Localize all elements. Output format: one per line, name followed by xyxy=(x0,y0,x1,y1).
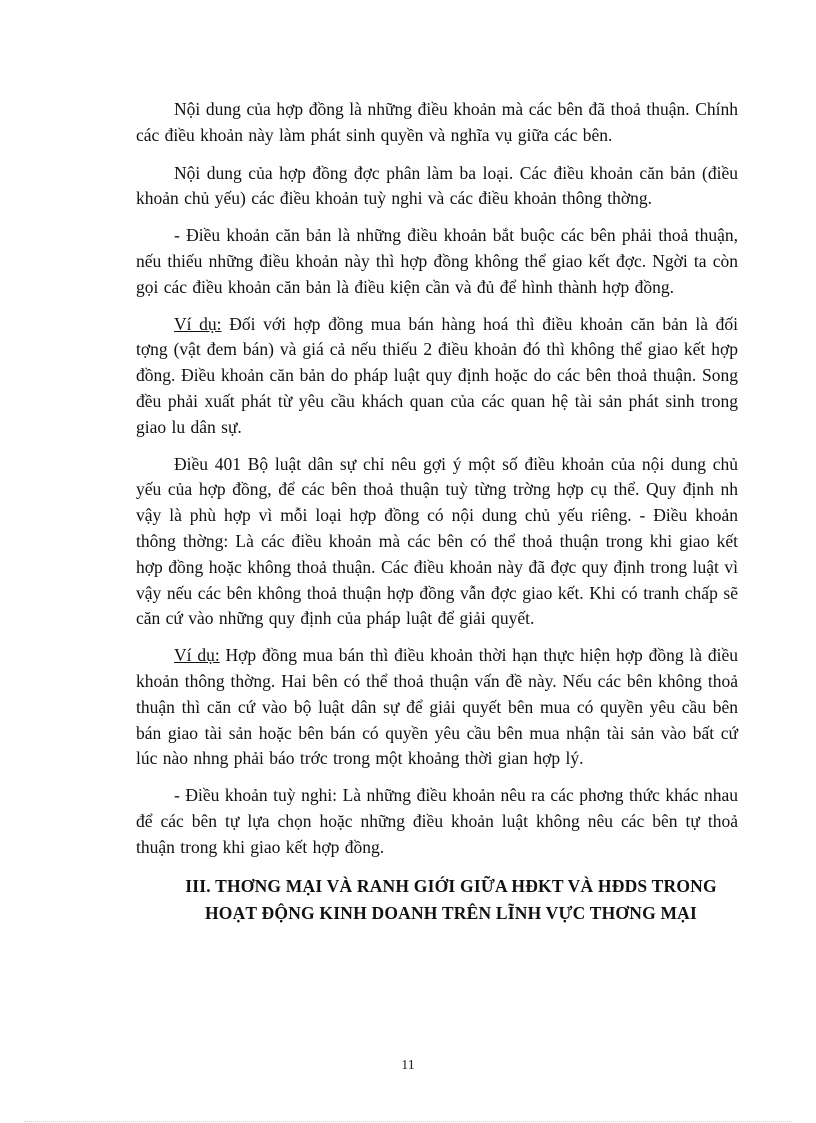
paragraph-3 xyxy=(136,223,738,300)
paragraph-4-text: Đối với hợp đồng mua bán hàng hoá thì điều khoản căn bản là đối tợng (vật đem bán) và giá cả nếu thiếu 2 điều khoản đó thì không thể giao kết hợp đồng. Điều khoản căn bản do pháp luật quy định hoặc do các bên thoả thuận. Song đều phải xuất phát từ yêu cầu khách quan của các quan hệ tài sản phát sinh trong giao lu dân sự. xyxy=(136,313,738,437)
example-label-2: Ví dụ: xyxy=(174,645,220,666)
paragraph-7 xyxy=(136,783,738,860)
page-number: 11 xyxy=(401,1058,415,1073)
footer-divider xyxy=(24,1121,792,1122)
paragraph-3-text: - Điều khoản căn bản là những điều khoản bắt buộc các bên phải thoả thuận, nếu thiếu những điều khoản này thì hợp đồng không thể giao kết đợc. Ngời ta còn gọi các điều khoản căn bản là điều kiện cần và đủ để hình thành hợp đồng. xyxy=(136,225,738,297)
example-label-1: Ví dụ: xyxy=(174,313,222,334)
document-body xyxy=(136,97,738,927)
paragraph-1-text: Nội dung của hợp đồng là những điều khoản mà các bên đã thoả thuận. Chính các điều khoản này làm phát sinh quyền và nghĩa vụ giữa các bên. xyxy=(136,99,738,145)
paragraph-6-text: Hợp đồng mua bán thì điều khoản thời hạn thực hiện hợp đồng là điều khoản thông thờng. Hai bên có thể thoả thuận vấn đề này. Nếu các bên không thoả thuận thì căn cứ vào bộ luật dân sự để giải quyết bên mua có quyền yêu cầu bên bán giao tài sản hoặc bên bán có quyền yêu cầu bên mua nhận tài sản vào bất cứ lúc nào nhng phải báo trớc trong một khoảng thời gian hợp lý. xyxy=(136,645,738,769)
section-heading-line-2: HOẠT ĐỘNG KINH DOANH TRÊN LĨNH VỰC THƠNG MẠI xyxy=(204,902,698,923)
paragraph-1 xyxy=(136,97,738,149)
paragraph-6 xyxy=(136,643,738,772)
paragraph-7-text: - Điều khoản tuỳ nghi: Là những điều khoản nêu ra các phơng thức khác nhau để các bên tự lựa chọn hoặc những điều khoản luật không nêu các bên tự thoả thuận trong khi giao kết hợp đồng. xyxy=(136,785,738,857)
paragraph-4 xyxy=(136,312,738,441)
paragraph-2 xyxy=(136,161,738,213)
paragraph-5 xyxy=(136,452,738,633)
paragraph-2-text: Nội dung của hợp đồng đợc phân làm ba loại. Các điều khoản căn bản (điều khoản chủ yếu) các điều khoản tuỳ nghi và các điều khoản thông thờng. xyxy=(136,162,738,209)
paragraph-5-text: Điều 401 Bộ luật dân sự chỉ nêu gợi ý một số điều khoản của nội dung chủ yếu của hợp đồng, để các bên thoả thuận tuỳ từng trờng hợp cụ thể. Quy định nh vậy là phù hợp vì mỗi loại hợp đồng có nội dung chủ yếu riêng. - Điều khoản thông thờng: Là các điều khoản mà các bên có thể thoả thuận trong khi giao kết hợp đồng hoặc không thoả thuận. Các điều khoản này đã đợc quy định trong luật vì vậy nếu các bên không thoả thuận hợp đồng vẫn đợc giao kết. Khi có tranh chấp sẽ căn cứ vào những quy định của pháp luật để giải quyết. xyxy=(136,453,738,629)
section-heading xyxy=(136,873,738,927)
section-heading-line-1: III. THƠNG MẠI VÀ RANH GIỚI GIỮA HĐKT VÀ HĐDS TRONG xyxy=(185,875,717,896)
